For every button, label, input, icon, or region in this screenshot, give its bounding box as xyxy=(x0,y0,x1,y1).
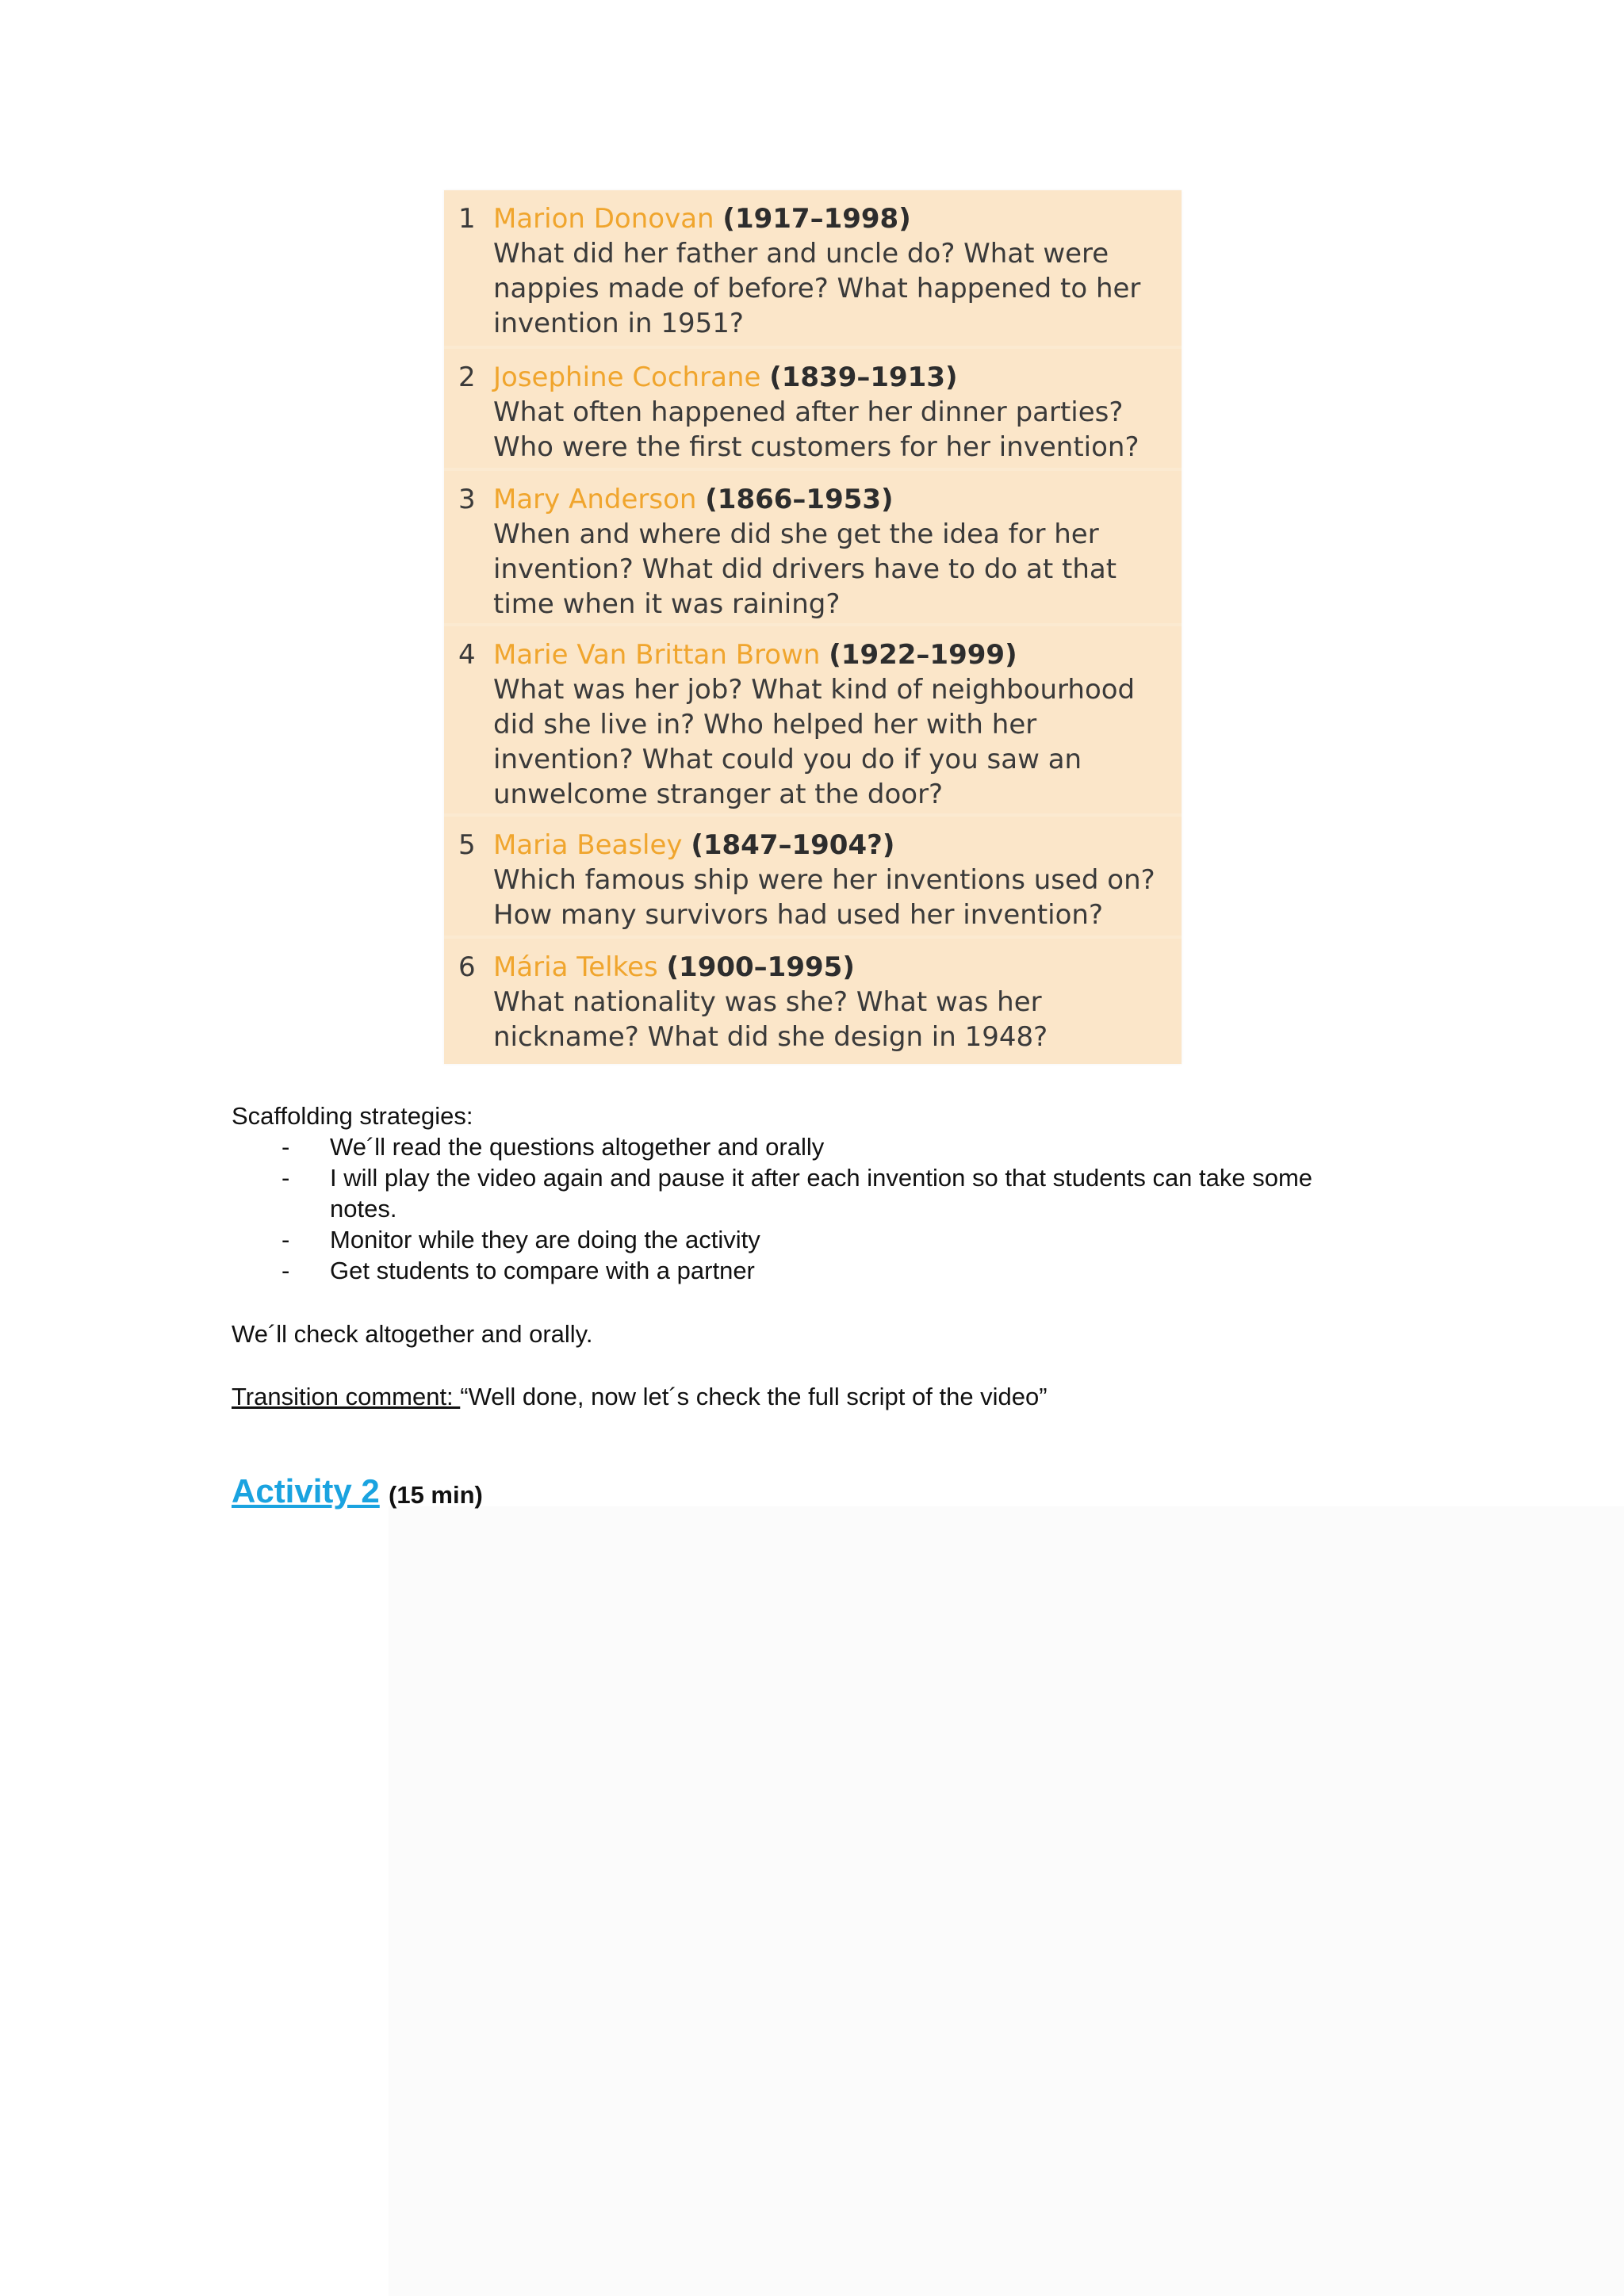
question-item xyxy=(444,817,1182,936)
question-number: 3 xyxy=(458,484,476,515)
question-text: Which famous ship were her inventions used on? How many survivors had used her invention? xyxy=(493,864,1155,931)
question-number: 4 xyxy=(458,639,476,671)
scaffolding-item: We´ll read the questions altogether and orally xyxy=(330,1133,825,1161)
inventor-name: Mary Anderson xyxy=(493,484,697,515)
question-number: 2 xyxy=(458,362,476,393)
transition-comment xyxy=(232,1381,1048,1412)
question-item xyxy=(444,939,1182,1064)
scaffolding-item: Monitor while they are doing the activity xyxy=(330,1226,760,1253)
inventor-years: (1900–1995) xyxy=(666,951,855,983)
scaffolding-heading: Scaffolding strategies: xyxy=(232,1102,473,1130)
check-line: We´ll check altogether and orally. xyxy=(232,1320,593,1348)
inventor-years: (1922–1999) xyxy=(829,639,1017,671)
question-text: What often happened after her dinner parties? Who were the first customers for her invention? xyxy=(493,396,1139,463)
activity-2-link[interactable]: Activity 2 xyxy=(232,1472,380,1510)
question-text: What was her job? What kind of neighbourhood did she live in? Who helped her with her invention? What could you do if you saw an unwelcome stranger at the door? xyxy=(493,674,1136,810)
scaffolding-item: Get students to compare with a partner xyxy=(330,1257,755,1284)
inventor-name: Mária Telkes xyxy=(493,951,658,983)
question-text: When and where did she get the idea for her invention? What did drivers have to do at that time when it was raining? xyxy=(493,519,1117,620)
transition-label: Transition comment: xyxy=(232,1383,461,1410)
page-shade xyxy=(389,1506,1624,2296)
question-number: 5 xyxy=(458,829,476,861)
bullet-dash: - xyxy=(282,1164,290,1192)
inventor-name: Marie Van Brittan Brown xyxy=(493,639,821,671)
inventor-name: Josephine Cochrane xyxy=(493,362,761,393)
question-item xyxy=(444,190,1182,346)
inventor-years: (1917–1998) xyxy=(722,203,911,235)
bullet-dash: - xyxy=(282,1257,290,1284)
activity-duration: (15 min) xyxy=(389,1481,483,1509)
questions-card xyxy=(444,190,1182,1064)
bullet-dash: - xyxy=(282,1133,290,1161)
inventor-name: Maria Beasley xyxy=(493,829,683,861)
question-item xyxy=(444,626,1182,813)
question-number: 6 xyxy=(458,951,476,983)
transition-quote: “Well done, now let´s check the full script of the video” xyxy=(460,1383,1048,1410)
question-number: 1 xyxy=(458,203,476,235)
question-item xyxy=(444,349,1182,468)
question-text: What nationality was she? What was her nickname? What did she design in 1948? xyxy=(493,986,1048,1053)
inventor-years: (1866–1953) xyxy=(705,484,894,515)
bullet-dash: - xyxy=(282,1226,290,1253)
inventor-years: (1839–1913) xyxy=(769,362,958,393)
scaffolding-item: I will play the video again and pause it after each invention so that students can take some notes. xyxy=(330,1164,1313,1223)
inventor-years: (1847–1904?) xyxy=(691,829,895,861)
inventor-name: Marion Donovan xyxy=(493,203,714,235)
question-text: What did her father and uncle do? What were nappies made of before? What happened to her invention in 1951? xyxy=(493,238,1141,339)
question-item xyxy=(444,471,1182,623)
